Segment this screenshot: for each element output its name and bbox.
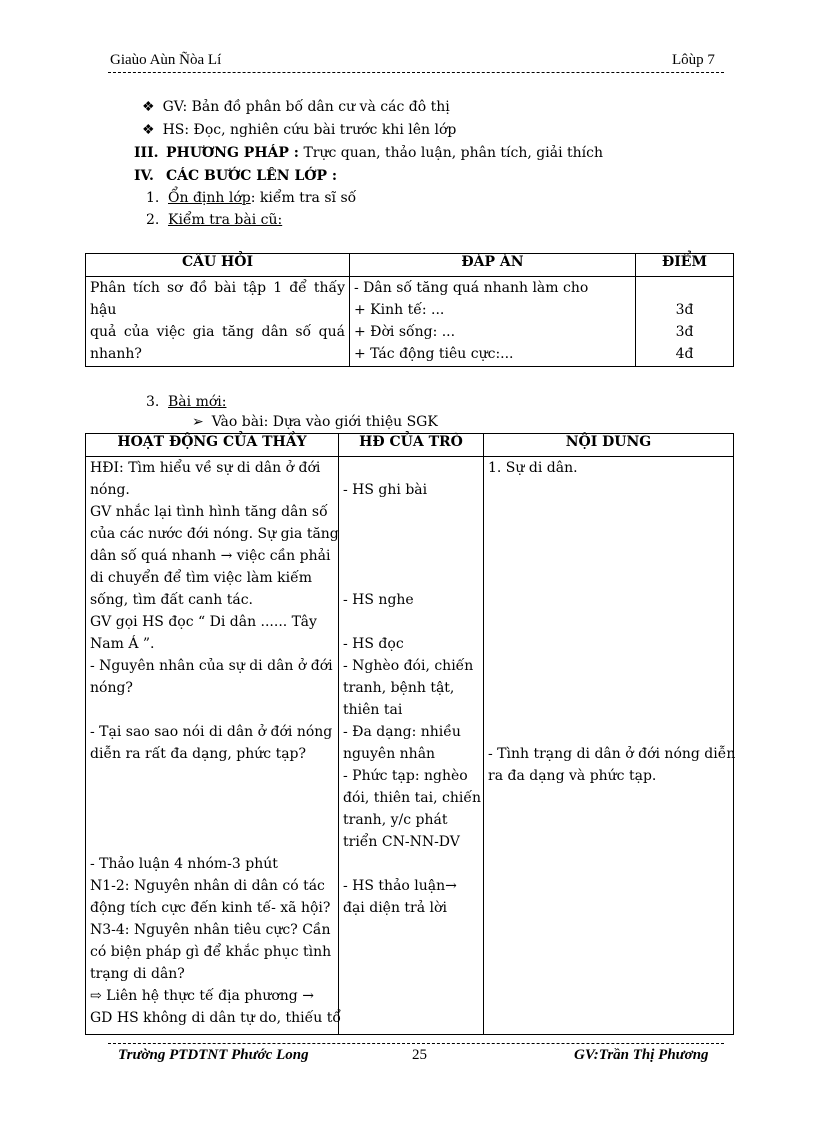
cell-line [90,765,334,787]
cell-line: ra đa dạng và phức tạp. [488,768,657,784]
page-number: 25 [412,1047,427,1063]
cell-line [343,567,479,589]
intro-line: ➢ Vào bài: Dựa vào giới thiệu SGK [192,414,438,430]
cell-line: của các nước đới nóng. Sự gia tăng [90,526,339,542]
cell-line [488,501,729,523]
section-methods: III. PHƯƠNG PHÁP : Trực quan, thảo luận, phân tích, giải thích [134,145,603,161]
col-header-question: CÂU HỎI [86,254,350,277]
cell-line: GV gọi HS đọc “ Di dân ...... Tây [90,614,317,630]
cell-line [488,633,729,655]
header-divider [108,72,724,73]
cell-line: - Nghèo đói, chiến [343,658,474,674]
cell-line [488,611,729,633]
cell-line: - Tại sao sao nói di dân ở đới nóng [90,724,333,740]
arrow-bullet-icon: ➢ [192,414,204,430]
cell-line: nguyên nhân [343,746,436,762]
cell-line [343,545,479,567]
prep-item: ❖ GV: Bản đồ phân bố dân cư và các đô thị [142,99,450,115]
cell-line: 1. Sự di dân. [488,460,578,476]
footer-school: Trường PTDTNT Phước Long [118,1047,309,1063]
cell-line: - HS đọc [343,636,404,652]
cell-line: - HS thảo luận→ [343,878,457,894]
cell-line: HĐI: Tìm hiểu về sự di dân ở đới [90,460,321,476]
diamond-bullet-icon: ❖ [142,122,155,138]
cell-line [343,611,479,633]
step-new-lesson: 3. Bài mới: [146,394,227,410]
cell-line [343,501,479,523]
cell-line [343,457,479,479]
cell-line [90,809,334,831]
cell-line: tranh, bệnh tật, [343,680,455,696]
cell-line: nóng. [90,482,130,498]
cell-line: N1-2: Nguyên nhân di dân có tác [90,878,325,894]
cell-line: đại diện trả lời [343,900,447,916]
cell-line: - Tình trạng di dân ở đới nóng diễn [488,746,736,762]
check-table [85,253,734,367]
prep-item: ❖ HS: Đọc, nghiên cứu bài trước khi lên lớp [142,122,457,138]
cell-line [488,523,729,545]
cell-line: tranh, y/c phát [343,812,448,828]
cell-line: dân số quá nhanh → việc cần phải [90,548,331,564]
cell-line: thiên tai [343,702,403,718]
footer-divider [108,1043,724,1044]
cell-line: diễn ra rất đa dạng, phức tạp? [90,746,307,762]
answer-cell: - Dân số tăng quá nhanh làm cho + Kinh tế: ... + Đời sống: ... + Tác động tiêu cực:... [350,277,636,367]
cell-line [488,567,729,589]
cell-line: đói, thiên tai, chiến [343,790,481,806]
cell-line [488,589,729,611]
header-right: Lôùp 7 [672,52,715,68]
cell-line: Nam Á ”. [90,636,155,652]
col-header-score: ĐIỂM [636,254,734,277]
cell-line [488,699,729,721]
cell-line: - Nguyên nhân của sự di dân ở đới [90,658,333,674]
section-steps: IV. CÁC BƯỚC LÊN LỚP : [134,168,338,184]
cell-line [90,787,334,809]
header-left: Giaùo Aùn Ñòa Lí [110,52,222,68]
col-header-teacher: HOẠT ĐỘNG CỦA THẦY [86,434,339,457]
diamond-bullet-icon: ❖ [142,99,155,115]
cell-line [343,853,479,875]
cell-line: triển CN-NN-DV [343,834,460,850]
cell-line: GV nhắc lại tình hình tăng dân số [90,504,328,520]
cell-line [90,699,334,721]
cell-line [488,677,729,699]
cell-line [343,523,479,545]
cell-line [488,721,729,743]
cell-line: N3-4: Nguyên nhân tiêu cực? Cần [90,922,331,938]
footer-teacher: GV:Trần Thị Phương [574,1047,709,1063]
teacher-activity-cell [86,457,339,1035]
question-cell: Phân tích sơ đồ bài tập 1 để thấy hậu quả của việc gia tăng dân số quá nhanh? [86,277,350,367]
cell-line: sống, tìm đất canh tác. [90,592,254,608]
cell-line: GD HS không di dân tự do, thiếu tổ [90,1010,341,1026]
cell-line: di chuyển để tìm việc làm kiếm [90,570,312,586]
cell-line: trạng di dân? [90,966,185,982]
col-header-student: HĐ CỦA TRÒ [339,434,484,457]
cell-line: - HS ghi bài [343,482,428,498]
cell-line [488,545,729,567]
step-stabilize: 1. Ổn định lớp: kiểm tra sĩ số [146,190,357,206]
cell-line: động tích cực đến kinh tế- xã hội? [90,900,331,916]
col-header-content: NỘI DUNG [484,434,734,457]
cell-line: - HS nghe [343,592,414,608]
col-header-answer: ĐÁP ÁN [350,254,636,277]
cell-line: - Phức tạp: nghèo [343,768,468,784]
cell-line [488,479,729,501]
content-cell [484,457,734,1035]
student-activity-cell [339,457,484,1035]
lesson-table [85,433,734,1035]
cell-line [90,831,334,853]
cell-line: ⇨ Liên hệ thực tế địa phương → [90,988,314,1004]
cell-line [488,655,729,677]
cell-line: nóng? [90,680,133,696]
score-cell: 3đ 3đ 4đ [636,277,734,367]
cell-line: có biện pháp gì để khắc phục tình [90,944,332,960]
cell-line: - Thảo luận 4 nhóm-3 phút [90,856,278,872]
step-check: 2. Kiểm tra bài cũ: [146,212,283,228]
cell-line: - Đa dạng: nhiều [343,724,461,740]
